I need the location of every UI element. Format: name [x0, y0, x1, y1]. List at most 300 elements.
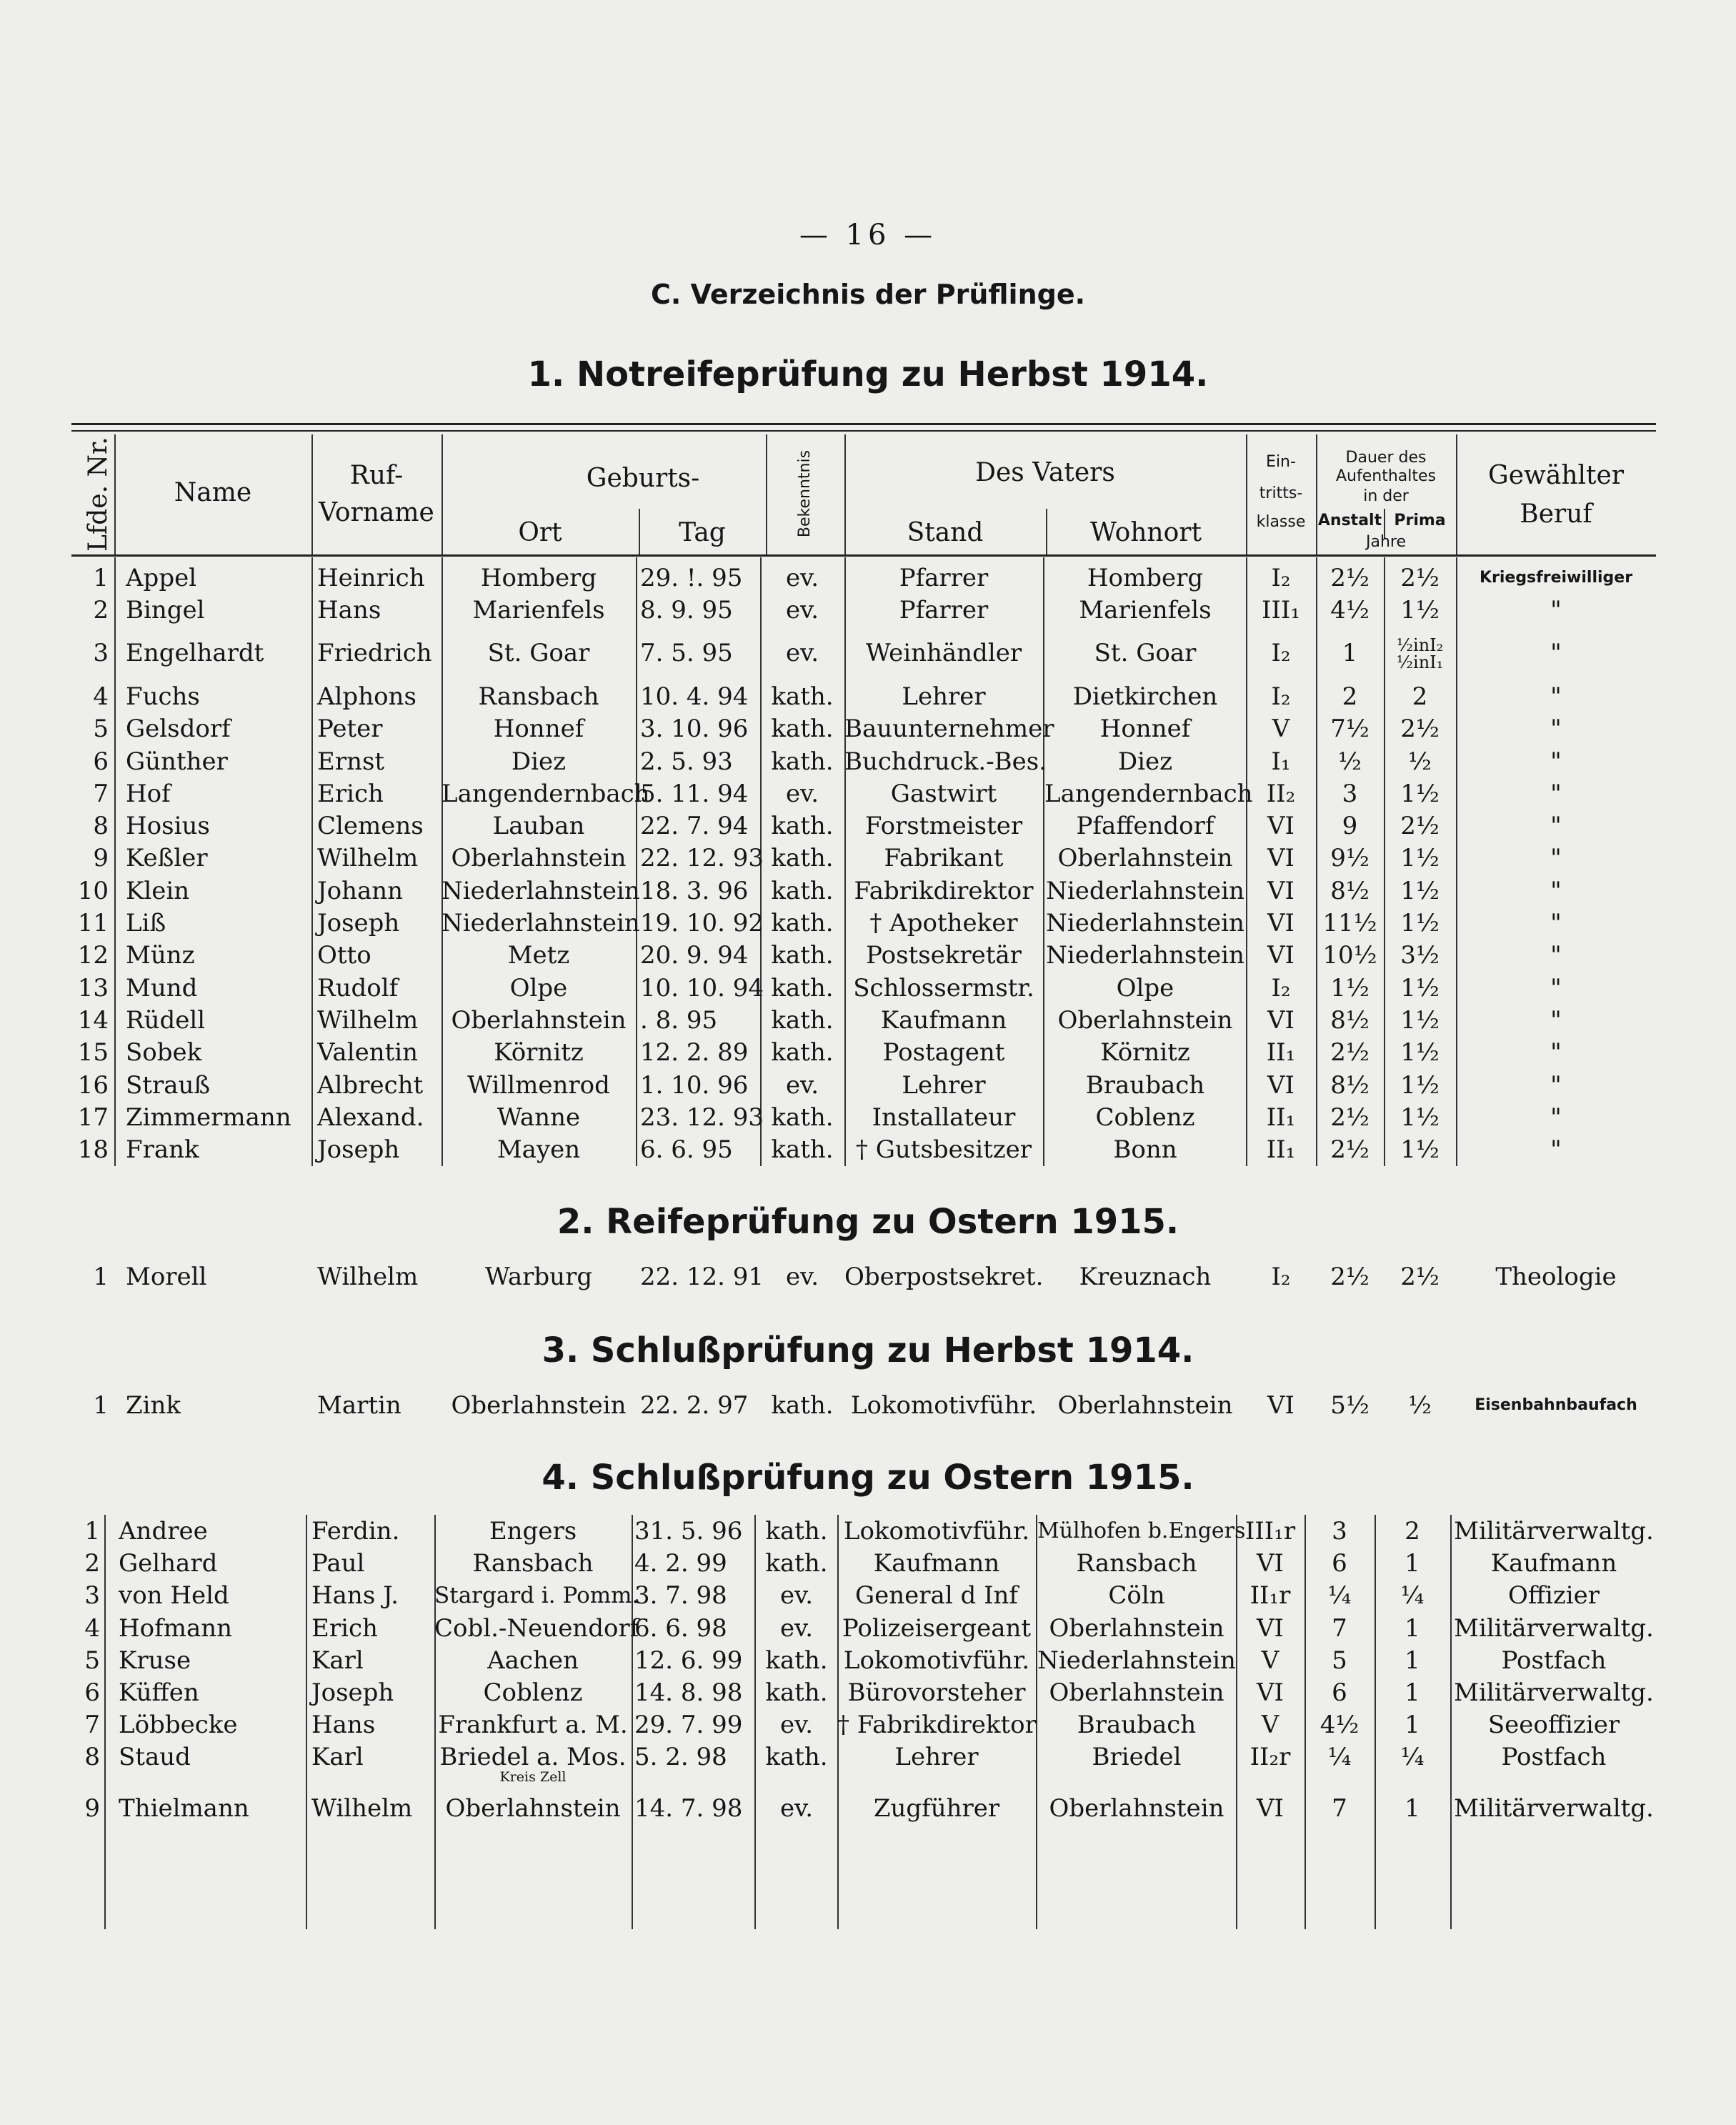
cell-vorname: Ernst	[317, 747, 385, 776]
table-row	[0, 1101, 1736, 1134]
cell-prima: ¼	[1400, 1581, 1425, 1611]
cell-nr: 13	[77, 973, 109, 1002]
cell-klasse: II₁	[1266, 1135, 1296, 1165]
cell-bek: kath.	[771, 715, 834, 744]
cell-stand: Kaufmann	[880, 1005, 1007, 1035]
cell-stand: Bauunternehmer	[844, 715, 1054, 744]
cell-anstalt: 1½	[1330, 973, 1370, 1002]
cell-stand: Schlossermstr.	[853, 973, 1034, 1002]
cell-tag: 10. 4. 94	[640, 682, 749, 711]
cell-tag: 22. 2. 97	[640, 1391, 749, 1420]
cell-anstalt: 5½	[1330, 1391, 1370, 1420]
table-top-rule	[71, 423, 1656, 425]
cell-prima: 1	[1405, 1793, 1420, 1823]
cell-vorname: Wilhelm	[317, 844, 419, 873]
cell-klasse: VI	[1257, 1549, 1284, 1578]
cell-nr: 17	[77, 1103, 109, 1132]
cell-prima: 2½	[1400, 1263, 1440, 1291]
cell-wohnort: St. Goar	[1094, 638, 1197, 667]
cell-ort: Niederlahnstein	[442, 876, 640, 905]
header-eintritt-2: tritts-	[1259, 484, 1303, 502]
cell-ort: Cobl.-Neuendorf	[434, 1613, 639, 1643]
header-name: Name	[174, 478, 252, 507]
cell-wohnort: Oberlahnstein	[1049, 1793, 1224, 1823]
cell-prima: 1½	[1400, 1005, 1440, 1035]
cell-vorname: Wilhelm	[317, 1005, 419, 1035]
cell-wohnort: Niederlahnstein	[1046, 909, 1244, 937]
header-eintritt-3: klasse	[1256, 513, 1306, 531]
cell-vorname: Otto	[317, 941, 371, 970]
cell-prima: 2	[1405, 1517, 1420, 1546]
header-des-vaters: Des Vaters	[975, 458, 1115, 487]
cell-ort: Marienfels	[472, 596, 605, 625]
cell-beruf: Militärverwaltg.	[1454, 1517, 1654, 1546]
cell-wohnort: Braubach	[1077, 1711, 1197, 1740]
cell-ort: Frankfurt a. M.	[438, 1711, 628, 1740]
cell-anstalt: 2	[1342, 682, 1358, 711]
cell-ort: Niederlahnstein	[442, 909, 640, 937]
cell-tag: 5. 11. 94	[640, 779, 749, 808]
table-row	[0, 1676, 1736, 1709]
cell-anstalt: 11½	[1322, 909, 1377, 937]
cell-bek: kath.	[771, 876, 834, 905]
cell-name: Löbbecke	[119, 1711, 238, 1740]
cell-bek: ev.	[785, 564, 819, 592]
cell-tag: 22. 12. 91	[640, 1263, 764, 1291]
cell-stand: Buchdruck.-Bes.	[844, 747, 1047, 776]
cell-prima: 1	[1405, 1646, 1420, 1675]
cell-beruf: Kaufmann	[1490, 1549, 1617, 1578]
cell-tag: 6. 6. 95	[640, 1135, 733, 1165]
cell-stand: Weinhändler	[865, 638, 1022, 667]
section-title-1: 1. Notreifeprüfung zu Herbst 1914.	[527, 354, 1209, 394]
cell-klasse: I₂	[1271, 682, 1291, 711]
cell-anstalt: 1	[1342, 638, 1358, 667]
cell-name: Münz	[126, 941, 195, 970]
cell-beruf: Postfach	[1501, 1646, 1607, 1675]
cell-wohnort: Ransbach	[1076, 1549, 1197, 1578]
cell-bek: kath.	[771, 812, 834, 841]
cell-wohnort: Oberlahnstein	[1057, 844, 1233, 873]
table-top-rule-2	[71, 430, 1656, 432]
cell-klasse: VI	[1267, 1070, 1294, 1100]
cell-klasse: VI	[1267, 812, 1294, 841]
cell-ort: Aachen	[487, 1646, 579, 1675]
cell-tag: 10. 10. 94	[640, 973, 764, 1002]
section-title-2: 2. Reifeprüfung zu Ostern 1915.	[557, 1202, 1179, 1242]
cell-ort: Coblenz	[483, 1678, 583, 1707]
table-row	[0, 1036, 1736, 1069]
cell-prima: 1½	[1400, 973, 1440, 1002]
cell-bek: ev.	[785, 596, 819, 625]
cell-prima: 1½	[1400, 876, 1440, 905]
cell-beruf: "	[1550, 596, 1562, 625]
cell-klasse: V	[1261, 1711, 1279, 1740]
table-row	[0, 810, 1736, 842]
table-row	[0, 1004, 1736, 1037]
cell-klasse: II₂	[1266, 779, 1296, 808]
cell-beruf: Militärverwaltg.	[1454, 1678, 1654, 1707]
cell-bek: kath.	[765, 1646, 828, 1675]
cell-name: Bingel	[126, 596, 205, 625]
cell-ort: Homberg	[480, 564, 597, 592]
cell-wohnort: Coblenz	[1095, 1103, 1195, 1132]
cell-tag: 22. 7. 94	[640, 812, 749, 841]
cell-ort: Olpe	[509, 973, 568, 1002]
cell-wohnort: Marienfels	[1079, 596, 1212, 625]
cell-stand: † Gutsbesitzer	[855, 1135, 1032, 1165]
table-row	[0, 972, 1736, 1005]
cell-name: Küffen	[119, 1678, 199, 1707]
cell-bek: kath.	[765, 1678, 828, 1707]
header-tag: Tag	[679, 518, 726, 547]
cell-beruf: "	[1550, 1103, 1562, 1132]
cell-prima: 2½	[1400, 812, 1440, 841]
cell-name: Zink	[126, 1391, 181, 1420]
cell-nr: 1	[93, 564, 109, 592]
cell-name: Mund	[126, 973, 198, 1002]
cell-stand: Oberpostsekret.	[844, 1263, 1044, 1291]
cell-tag: . 8. 95	[640, 1005, 718, 1035]
cell-nr: 2	[93, 596, 109, 625]
cell-vorname: Ferdin.	[311, 1517, 400, 1546]
cell-prima: 3½	[1400, 941, 1440, 970]
cell-stand: † Apotheker	[869, 909, 1018, 937]
cell-klasse: VI	[1257, 1678, 1284, 1707]
header-dauer-3: in der	[1363, 487, 1409, 505]
cell-prima: ½	[1408, 747, 1432, 776]
cell-beruf: "	[1550, 973, 1562, 1002]
cell-anstalt: 4½	[1320, 1711, 1360, 1740]
cell-klasse: I₂	[1271, 1263, 1291, 1291]
cell-prima: 1½	[1400, 596, 1440, 625]
cell-stand: Lehrer	[902, 1070, 986, 1100]
header-anstalt: Anstalt	[1317, 512, 1382, 529]
cell-ort: Stargard i. Pomm.	[434, 1583, 639, 1609]
cell-beruf: Militärverwaltg.	[1454, 1613, 1654, 1643]
cell-bek: ev.	[785, 638, 819, 667]
cell-ort-sub: Kreis Zell	[499, 1769, 567, 1786]
cell-beruf: Kriegsfreiwilliger	[1479, 569, 1633, 587]
cell-name: Morell	[126, 1263, 207, 1291]
cell-vorname: Rudolf	[317, 973, 399, 1002]
cell-anstalt: 5	[1332, 1646, 1347, 1675]
cell-name: Keßler	[126, 844, 208, 873]
cell-nr: 3	[84, 1581, 100, 1611]
cell-anstalt: 9½	[1330, 844, 1370, 873]
cell-klasse: VI	[1267, 876, 1294, 905]
cell-bek: kath.	[771, 973, 834, 1002]
table-row	[0, 1389, 1736, 1422]
cell-name: Hof	[126, 779, 171, 808]
cell-beruf: "	[1550, 1135, 1562, 1165]
cell-ort: Mayen	[497, 1135, 581, 1165]
cell-bek: kath.	[771, 909, 834, 937]
cell-vorname: Peter	[317, 715, 383, 744]
cell-bek: ev.	[779, 1613, 814, 1643]
cell-wohnort: Mülhofen b.Engers	[1037, 1518, 1246, 1543]
cell-beruf: Eisenbahnbaufach	[1475, 1396, 1637, 1414]
cell-name: Appel	[126, 564, 197, 592]
cell-stand: Lehrer	[894, 1743, 979, 1772]
cell-ort: Willmenrod	[467, 1070, 610, 1100]
cell-bek: kath.	[771, 1135, 834, 1165]
cell-anstalt: 6	[1332, 1549, 1347, 1578]
cell-wohnort: Cöln	[1108, 1581, 1165, 1611]
cell-tag: 1. 10. 96	[640, 1070, 749, 1100]
cell-bek: kath.	[771, 1005, 834, 1035]
cell-anstalt: 6	[1332, 1678, 1347, 1707]
cell-nr: 9	[84, 1793, 100, 1823]
cell-vorname: Heinrich	[317, 564, 425, 592]
cell-stand: Zugführer	[873, 1793, 1000, 1823]
cell-beruf: "	[1550, 876, 1562, 905]
cell-beruf: "	[1550, 715, 1562, 744]
cell-klasse: III₁r	[1244, 1517, 1296, 1546]
cell-name: Gelhard	[119, 1549, 218, 1578]
cell-stand: Lokomotivführ.	[850, 1391, 1037, 1420]
cell-prima: 2	[1412, 682, 1428, 711]
header-jahre: Jahre	[1365, 533, 1406, 551]
cell-beruf: "	[1550, 1038, 1562, 1068]
cell-tag: 29. !. 95	[640, 564, 743, 592]
cell-wohnort: Oberlahnstein	[1057, 1005, 1233, 1035]
cell-name: Staud	[119, 1743, 191, 1772]
cell-prima: 1	[1405, 1549, 1420, 1578]
cell-nr: 14	[77, 1005, 109, 1035]
cell-prima: ½inI₂ ½inI₁	[1396, 634, 1444, 672]
cell-stand: Lehrer	[902, 682, 986, 711]
cell-name: Sobek	[126, 1038, 202, 1068]
header-divider	[311, 434, 313, 554]
cell-name: Thielmann	[119, 1793, 249, 1823]
cell-bek: ev.	[785, 1070, 819, 1100]
cell-tag: 7. 5. 95	[640, 638, 733, 667]
header-eintritt-1: Ein-	[1266, 453, 1296, 471]
cell-wohnort: Honnef	[1099, 715, 1191, 744]
cell-prima: 1½	[1400, 779, 1440, 808]
cell-stand: Pfarrer	[899, 596, 989, 625]
cell-bek: ev.	[779, 1793, 814, 1823]
cell-beruf: "	[1550, 1070, 1562, 1100]
table-row	[0, 777, 1736, 810]
cell-ort: Körnitz	[494, 1038, 584, 1068]
cell-nr: 3	[93, 638, 109, 667]
cell-vorname: Clemens	[317, 812, 424, 841]
cell-beruf: Theologie	[1495, 1263, 1617, 1291]
cell-anstalt: 10½	[1322, 941, 1377, 970]
cell-nr: 6	[93, 747, 109, 776]
cell-prima: 2½	[1400, 715, 1440, 744]
cell-ort: Briedel a. Mos.	[439, 1743, 627, 1772]
cell-vorname: Hans	[317, 596, 381, 625]
cell-beruf: Seeoffizier	[1487, 1711, 1620, 1740]
cell-beruf: "	[1550, 812, 1562, 841]
cell-prima: 1½	[1400, 909, 1440, 937]
cell-tag: 31. 5. 96	[634, 1517, 743, 1546]
header-bekenntnis: Bekenntnis	[796, 449, 814, 538]
cell-nr: 12	[77, 941, 109, 970]
cell-tag: 18. 3. 96	[640, 876, 749, 905]
cell-tag: 8. 9. 95	[640, 596, 733, 625]
cell-vorname: Albrecht	[317, 1070, 424, 1100]
cell-anstalt: 2½	[1330, 1135, 1370, 1165]
cell-name: Hosius	[126, 812, 210, 841]
cell-prima: 1	[1405, 1613, 1420, 1643]
cell-bek: ev.	[779, 1711, 814, 1740]
header-divider	[1456, 434, 1457, 554]
cell-anstalt: 7	[1332, 1613, 1347, 1643]
cell-nr: 18	[77, 1135, 109, 1165]
cell-vorname: Joseph	[311, 1678, 394, 1707]
cell-tag: 5. 2. 98	[634, 1743, 727, 1772]
cell-klasse: VI	[1267, 909, 1294, 937]
cell-beruf: Offizier	[1507, 1581, 1600, 1611]
cell-tag: 6. 6. 98	[634, 1613, 727, 1643]
cell-klasse: II₁r	[1249, 1581, 1291, 1611]
cell-ort: Metz	[507, 941, 570, 970]
cell-ort: Honnef	[493, 715, 584, 744]
page-number: — 16 —	[799, 219, 937, 252]
cell-nr: 7	[84, 1711, 100, 1740]
cell-stand: Polizeisergeant	[842, 1613, 1032, 1643]
cell-nr: 6	[84, 1678, 100, 1707]
cell-bek: kath.	[771, 1391, 834, 1420]
cell-klasse: VI	[1257, 1613, 1284, 1643]
cell-tag: 2. 5. 93	[640, 747, 733, 776]
table-row	[0, 842, 1736, 875]
cell-wohnort: Homberg	[1087, 564, 1204, 592]
table-row	[0, 875, 1736, 907]
table-row	[0, 745, 1736, 778]
cell-tag: 3. 7. 98	[634, 1581, 727, 1611]
cell-vorname: Erich	[317, 779, 384, 808]
cell-klasse: V	[1272, 715, 1290, 744]
cell-anstalt: ¼	[1327, 1743, 1352, 1772]
cell-anstalt: ¼	[1327, 1581, 1352, 1611]
cell-nr: 4	[84, 1613, 100, 1643]
header-ort: Ort	[518, 518, 562, 547]
cell-nr: 15	[77, 1038, 109, 1068]
header-stand: Stand	[907, 518, 984, 547]
cell-stand: Lokomotivführ.	[843, 1517, 1030, 1546]
cell-wohnort: Körnitz	[1100, 1038, 1190, 1068]
table-row	[0, 1708, 1736, 1741]
cell-bek: kath.	[771, 941, 834, 970]
cell-vorname: Karl	[311, 1743, 364, 1772]
cell-name: Strauß	[126, 1070, 211, 1100]
table-row	[0, 1644, 1736, 1677]
cell-beruf: "	[1550, 779, 1562, 808]
cell-klasse: VI	[1267, 844, 1294, 873]
cell-prima: 1	[1405, 1711, 1420, 1740]
cell-beruf: "	[1550, 747, 1562, 776]
cell-nr: 8	[93, 812, 109, 841]
cell-stand: Pfarrer	[899, 564, 989, 592]
cell-beruf: "	[1550, 682, 1562, 711]
cell-anstalt: 2½	[1330, 1038, 1370, 1068]
cell-bek: ev.	[779, 1581, 814, 1611]
cell-bek: ev.	[785, 779, 819, 808]
cell-klasse: I₂	[1271, 564, 1291, 592]
cell-wohnort: Kreuznach	[1079, 1263, 1212, 1291]
table-row	[0, 1133, 1736, 1166]
cell-anstalt: 2½	[1330, 1103, 1370, 1132]
table-row	[0, 1260, 1736, 1293]
cell-tag: 14. 7. 98	[634, 1793, 743, 1823]
cell-tag: 22. 12. 93	[640, 844, 764, 873]
cell-tag: 23. 12. 93	[640, 1103, 764, 1132]
cell-nr: 2	[84, 1549, 100, 1578]
cell-anstalt: 4½	[1330, 596, 1370, 625]
table-header-bottom-rule	[71, 554, 1656, 557]
header-beruf-2: Beruf	[1520, 499, 1592, 529]
cell-tag: 4. 2. 99	[634, 1549, 727, 1578]
cell-vorname: Karl	[311, 1646, 364, 1675]
cell-stand: Gastwirt	[890, 779, 997, 808]
cell-bek: ev.	[785, 1263, 819, 1291]
cell-anstalt: 7½	[1330, 715, 1370, 744]
section-title-4: 4. Schlußprüfung zu Ostern 1915.	[542, 1458, 1194, 1498]
cell-wohnort: Briedel	[1092, 1743, 1182, 1772]
cell-klasse: V	[1261, 1646, 1279, 1675]
section-title-3: 3. Schlußprüfung zu Herbst 1914.	[542, 1330, 1194, 1370]
cell-vorname: Hans J.	[311, 1581, 399, 1611]
cell-name: Frank	[126, 1135, 199, 1165]
cell-ort: Wanne	[497, 1103, 581, 1132]
cell-vorname: Martin	[317, 1391, 401, 1420]
cell-nr: 1	[93, 1263, 109, 1291]
cell-anstalt: 3	[1332, 1517, 1347, 1546]
table-row	[0, 1515, 1736, 1548]
cell-anstalt: 8½	[1330, 1005, 1370, 1035]
cell-name: Hofmann	[119, 1613, 233, 1643]
cell-klasse: VI	[1267, 941, 1294, 970]
cell-name: Rüdell	[126, 1005, 206, 1035]
cell-prima: 1½	[1400, 1038, 1440, 1068]
cell-vorname: Valentin	[317, 1038, 419, 1068]
cell-nr: 7	[93, 779, 109, 808]
cell-ort: Ransbach	[472, 1549, 594, 1578]
cell-name: Günther	[126, 747, 228, 776]
cell-tag: 3. 10. 96	[640, 715, 749, 744]
cell-tag: 12. 6. 99	[634, 1646, 743, 1675]
cell-bek: kath.	[765, 1549, 828, 1578]
cell-prima: 1½	[1400, 1070, 1440, 1100]
cell-vorname: Erich	[311, 1613, 378, 1643]
cell-ort: Warburg	[484, 1263, 593, 1291]
header-prima: Prima	[1394, 512, 1446, 529]
table-row	[0, 939, 1736, 972]
header-divider	[766, 434, 767, 554]
cell-vorname: Wilhelm	[311, 1793, 413, 1823]
cell-bek: kath.	[771, 1038, 834, 1068]
table-row	[0, 1792, 1736, 1825]
cell-ort: Engers	[489, 1517, 577, 1546]
cell-name: Fuchs	[126, 682, 200, 711]
cell-anstalt: ½	[1338, 747, 1362, 776]
cell-anstalt: 8½	[1330, 1070, 1370, 1100]
table-row	[0, 594, 1736, 627]
cell-beruf: "	[1550, 941, 1562, 970]
cell-tag: 20. 9. 94	[640, 941, 749, 970]
header-dauer-2: Aufenthaltes	[1335, 467, 1436, 485]
cell-wohnort: Olpe	[1116, 973, 1174, 1002]
cell-name: von Held	[119, 1581, 229, 1611]
cell-vorname: Joseph	[317, 909, 400, 937]
cell-vorname: Paul	[311, 1549, 365, 1578]
cell-wohnort: Oberlahnstein	[1057, 1391, 1233, 1420]
